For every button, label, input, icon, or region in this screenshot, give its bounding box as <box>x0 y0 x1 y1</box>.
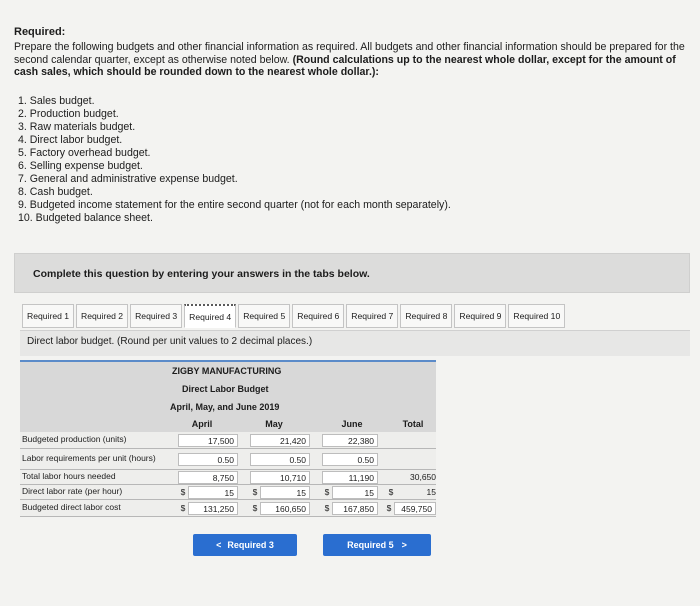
currency-sign: $ <box>324 487 330 497</box>
april-hours-per-unit-input[interactable]: 0.50 <box>178 453 238 466</box>
requirements-list <box>18 95 451 225</box>
col-april: April <box>191 419 213 429</box>
row-label: Labor requirements per unit (hours) <box>22 453 156 464</box>
table-row <box>20 449 436 470</box>
may-rate-input[interactable]: 15 <box>260 486 310 499</box>
total-rate: 15 <box>426 487 436 497</box>
currency-sign: $ <box>252 503 258 513</box>
chevron-right-icon: > <box>401 540 407 550</box>
currency-sign: $ <box>388 487 394 497</box>
may-labor-cost-input[interactable]: 160,650 <box>260 502 310 515</box>
required-heading: Required: <box>14 26 66 38</box>
requirement-item: 4. Direct labor budget. <box>18 134 123 146</box>
table-row <box>20 470 436 485</box>
april-labor-cost-input[interactable]: 131,250 <box>188 502 238 515</box>
requirement-item: 9. Budgeted income statement for the entire second quarter (not for each month separately). <box>18 199 451 211</box>
may-production-input[interactable]: 21,420 <box>250 434 310 447</box>
panel-prompt: Direct labor budget. (Round per unit values to 2 decimal places.) <box>20 330 690 356</box>
next-button-label: Required 5 <box>347 540 394 550</box>
table-body <box>20 432 436 517</box>
table-row <box>20 432 436 449</box>
requirement-item: 10. Budgeted balance sheet. <box>18 212 153 224</box>
may-total-hours-input[interactable]: 10,710 <box>250 471 310 484</box>
tab-required-6[interactable]: Required 6 <box>292 304 344 328</box>
tab-required-7[interactable]: Required 7 <box>346 304 398 328</box>
currency-sign: $ <box>324 503 330 513</box>
company-name: ZIGBY MANUFACTURING <box>172 366 282 376</box>
requirement-item: 2. Production budget. <box>18 108 119 120</box>
requirement-item: 5. Factory overhead budget. <box>18 147 151 159</box>
tab-required-10[interactable]: Required 10 <box>508 304 565 328</box>
direct-labor-budget-table <box>20 360 436 517</box>
instructions <box>14 41 694 79</box>
april-production-input[interactable]: 17,500 <box>178 434 238 447</box>
tab-required-1[interactable]: Required 1 <box>22 304 74 328</box>
june-total-hours-input[interactable]: 11,190 <box>322 471 378 484</box>
prev-button-label: Required 3 <box>227 540 274 550</box>
next-required-button[interactable] <box>323 534 431 556</box>
tab-required-4[interactable]: Required 4 <box>184 304 236 328</box>
currency-sign: $ <box>180 503 186 513</box>
col-total: Total <box>402 419 424 429</box>
april-rate-input[interactable]: 15 <box>188 486 238 499</box>
budget-period: April, May, and June 2019 <box>170 402 280 412</box>
requirement-item: 8. Cash budget. <box>18 186 93 198</box>
april-total-hours-input[interactable]: 8,750 <box>178 471 238 484</box>
budget-title: Direct Labor Budget <box>182 384 269 394</box>
requirement-item: 3. Raw materials budget. <box>18 121 136 133</box>
tab-required-3[interactable]: Required 3 <box>130 304 182 328</box>
june-labor-cost-input[interactable]: 167,850 <box>332 502 378 515</box>
tab-required-8[interactable]: Required 8 <box>400 304 452 328</box>
june-production-input[interactable]: 22,380 <box>322 434 378 447</box>
currency-sign: $ <box>386 503 392 513</box>
row-label: Budgeted production (units) <box>22 434 127 445</box>
prev-required-button[interactable] <box>193 534 297 556</box>
june-rate-input[interactable]: 15 <box>332 486 378 499</box>
column-headers <box>20 416 436 432</box>
june-hours-per-unit-input[interactable]: 0.50 <box>322 453 378 466</box>
table-header <box>20 360 436 432</box>
row-label: Total labor hours needed <box>22 471 116 482</box>
table-row <box>20 485 436 500</box>
total-labor-hours: 30,650 <box>410 472 436 482</box>
table-row <box>20 500 436 517</box>
tab-strip <box>22 302 567 328</box>
requirement-item: 6. Selling expense budget. <box>18 160 143 172</box>
requirement-item: 1. Sales budget. <box>18 95 95 107</box>
col-may: May <box>265 419 283 429</box>
currency-sign: $ <box>180 487 186 497</box>
row-label: Budgeted direct labor cost <box>22 502 121 513</box>
instructions-plain: Prepare the following budgets and other financial information as required. All budgets and other financial information should be prepared for the second calendar quarter, except as otherwise noted below. <box>14 41 685 66</box>
currency-sign: $ <box>252 487 258 497</box>
instructions-bold: (Round calculations up to the nearest whole dollar, except for the amount of cash sales, which should be rounded down to the nearest whole dollar.): <box>14 53 676 78</box>
row-label: Direct labor rate (per hour) <box>22 486 123 497</box>
may-hours-per-unit-input[interactable]: 0.50 <box>250 453 310 466</box>
tab-required-9[interactable]: Required 9 <box>454 304 506 328</box>
tab-required-2[interactable]: Required 2 <box>76 304 128 328</box>
tab-required-5[interactable]: Required 5 <box>238 304 290 328</box>
requirement-item: 7. General and administrative expense budget. <box>18 173 238 185</box>
chevron-left-icon: < <box>216 540 222 550</box>
total-labor-cost: 459,750 <box>394 502 436 515</box>
col-june: June <box>341 419 363 429</box>
instruction-bar: Complete this question by entering your answers in the tabs below. <box>14 253 690 293</box>
